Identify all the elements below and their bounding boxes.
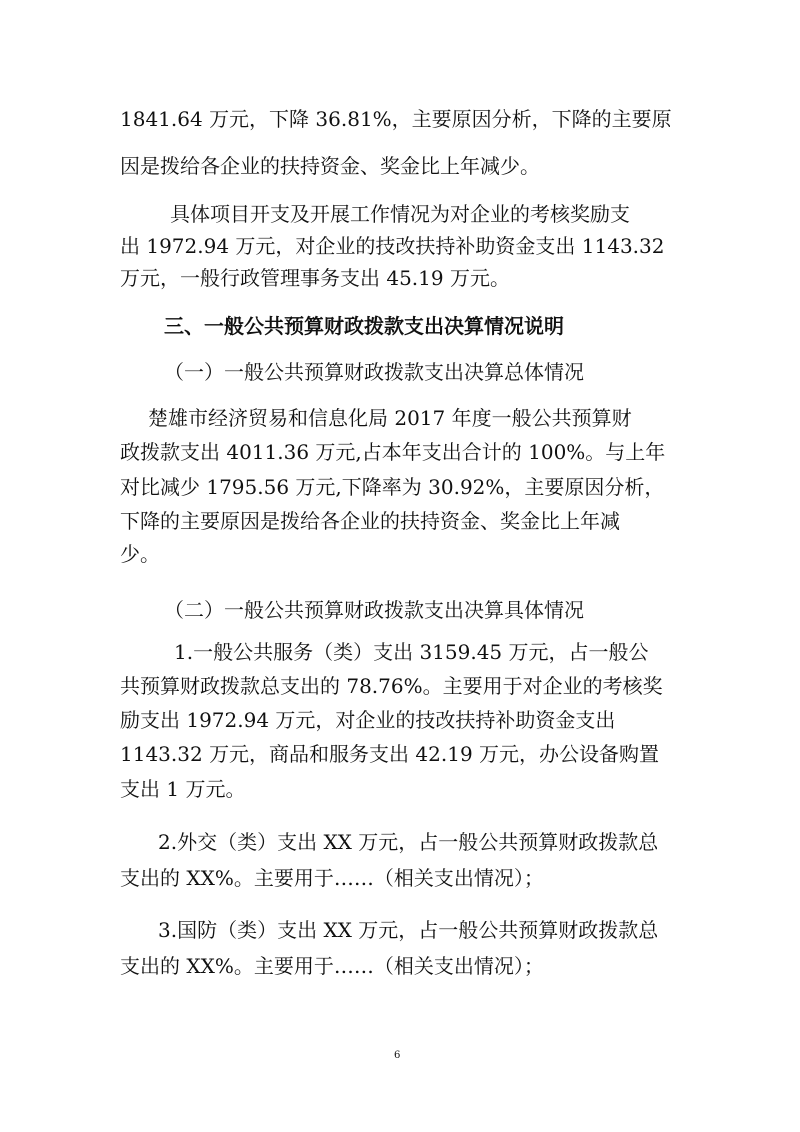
text-line: 3.国防（类）支出 XX 万元，占一般公共预算财政拨款总 <box>158 918 659 942</box>
section-heading: 三、一般公共预算财政拨款支出决算情况说明 <box>164 314 564 338</box>
text-line: 2.外交（类）支出 XX 万元，占一般公共预算财政拨款总 <box>158 830 659 854</box>
text-line: 1841.64 万元，下降 36.81%，主要原因分析，下降的主要原 <box>120 107 672 131</box>
text-line: 楚雄市经济贸易和信息化局 2017 年度一般公共预算财 <box>148 406 632 430</box>
subsection-heading: （一）一般公共预算财政拨款支出决算总体情况 <box>164 360 584 384</box>
text-line: 政拨款支出 4011.36 万元,占本年支出合计的 100%。与上年 <box>120 440 666 464</box>
text-line: 支出的 XX%。主要用于……（相关支出情况）； <box>120 954 544 978</box>
text-line: 1.一般公共服务（类）支出 3159.45 万元，占一般公 <box>174 640 649 664</box>
text-line: 励支出 1972.94 万元，对企业的技改扶持补助资金支出 <box>120 708 616 732</box>
text-line: 少。 <box>120 542 160 566</box>
text-line: 下降的主要原因是拨给各企业的扶持资金、奖金比上年减 <box>120 509 620 533</box>
text-line: 1143.32 万元，商品和服务支出 42.19 万元，办公设备购置 <box>120 742 660 766</box>
text-line: 共预算财政拨款总支出的 78.76%。主要用于对企业的考核奖 <box>120 674 663 698</box>
text-line: 支出 1 万元。 <box>120 777 246 801</box>
text-line: 对比减少 1795.56 万元,下降率为 30.92%，主要原因分析， <box>120 475 665 499</box>
text-line: 万元，一般行政管理事务支出 45.19 万元。 <box>120 266 510 290</box>
text-line: 因是拨给各企业的扶持资金、奖金比上年减少。 <box>120 154 540 178</box>
text-line: 具体项目开支及开展工作情况为对企业的考核奖励支 <box>170 202 630 226</box>
subsection-heading: （二）一般公共预算财政拨款支出决算具体情况 <box>164 598 584 622</box>
text-line: 支出的 XX%。主要用于……（相关支出情况）； <box>120 866 544 890</box>
page-number: 6 <box>394 1050 401 1061</box>
text-line: 出 1972.94 万元，对企业的技改扶持补助资金支出 1143.32 <box>120 234 665 258</box>
